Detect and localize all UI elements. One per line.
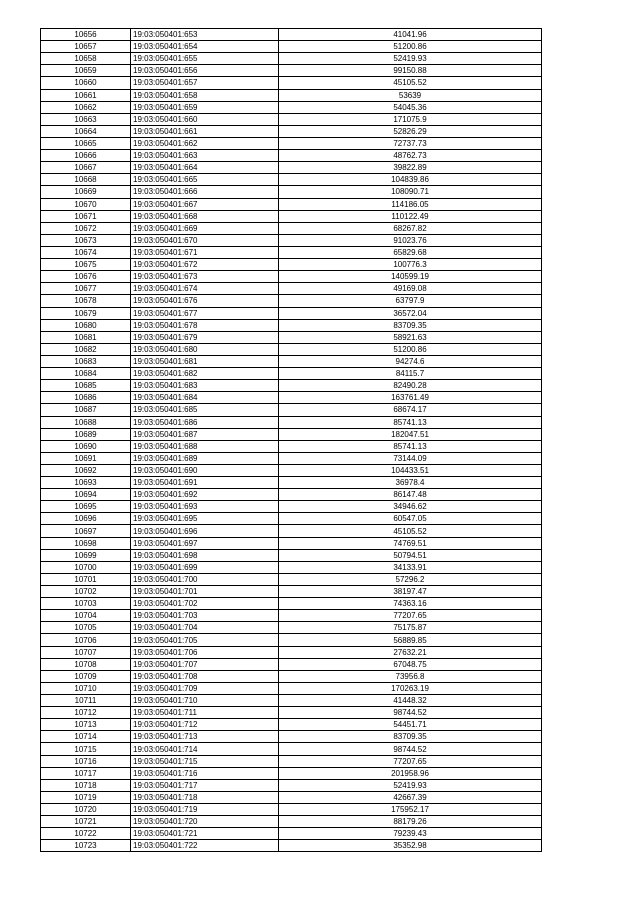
value-cell: 60547.05 [279, 513, 542, 525]
value-cell: 94274.6 [279, 355, 542, 367]
cadastral-number-cell: 19:03:050401:708 [131, 670, 279, 682]
row-number-cell: 10679 [41, 307, 131, 319]
row-number-cell: 10722 [41, 828, 131, 840]
row-number-cell: 10721 [41, 816, 131, 828]
table-row [41, 404, 542, 416]
cadastral-number-cell: 19:03:050401:703 [131, 610, 279, 622]
cadastral-number-cell: 19:03:050401:684 [131, 392, 279, 404]
cadastral-number-cell: 19:03:050401:715 [131, 755, 279, 767]
table-row [41, 295, 542, 307]
cadastral-number-cell: 19:03:050401:665 [131, 174, 279, 186]
row-number-cell: 10657 [41, 41, 131, 53]
cadastral-number-cell: 19:03:050401:719 [131, 804, 279, 816]
value-cell: 63797.9 [279, 295, 542, 307]
row-number-cell: 10682 [41, 343, 131, 355]
cadastral-number-cell: 19:03:050401:704 [131, 622, 279, 634]
row-number-cell: 10672 [41, 222, 131, 234]
table-row [41, 682, 542, 694]
row-number-cell: 10669 [41, 186, 131, 198]
cadastral-number-cell: 19:03:050401:689 [131, 452, 279, 464]
table-row [41, 428, 542, 440]
value-cell: 45105.52 [279, 525, 542, 537]
parcel-value-table [40, 28, 542, 852]
row-number-cell: 10719 [41, 791, 131, 803]
table-row [41, 368, 542, 380]
table-row [41, 755, 542, 767]
row-number-cell: 10686 [41, 392, 131, 404]
table-row [41, 791, 542, 803]
cadastral-number-cell: 19:03:050401:711 [131, 707, 279, 719]
row-number-cell: 10706 [41, 634, 131, 646]
table-row [41, 416, 542, 428]
cadastral-number-cell: 19:03:050401:722 [131, 840, 279, 852]
table-row [41, 234, 542, 246]
row-number-cell: 10709 [41, 670, 131, 682]
row-number-cell: 10699 [41, 549, 131, 561]
row-number-cell: 10676 [41, 271, 131, 283]
table-row [41, 731, 542, 743]
cadastral-number-cell: 19:03:050401:713 [131, 731, 279, 743]
row-number-cell: 10711 [41, 695, 131, 707]
value-cell: 73956.8 [279, 670, 542, 682]
row-number-cell: 10695 [41, 501, 131, 513]
cadastral-number-cell: 19:03:050401:702 [131, 598, 279, 610]
row-number-cell: 10723 [41, 840, 131, 852]
value-cell: 86147.48 [279, 489, 542, 501]
row-number-cell: 10689 [41, 428, 131, 440]
cadastral-number-cell: 19:03:050401:679 [131, 331, 279, 343]
row-number-cell: 10704 [41, 610, 131, 622]
row-number-cell: 10710 [41, 682, 131, 694]
value-cell: 51200.86 [279, 343, 542, 355]
row-number-cell: 10696 [41, 513, 131, 525]
table-row [41, 549, 542, 561]
row-number-cell: 10705 [41, 622, 131, 634]
table-row [41, 355, 542, 367]
row-number-cell: 10688 [41, 416, 131, 428]
value-cell: 110122.49 [279, 210, 542, 222]
row-number-cell: 10668 [41, 174, 131, 186]
table-row [41, 101, 542, 113]
value-cell: 34946.62 [279, 501, 542, 513]
row-number-cell: 10661 [41, 89, 131, 101]
cadastral-number-cell: 19:03:050401:697 [131, 537, 279, 549]
table-row [41, 113, 542, 125]
row-number-cell: 10703 [41, 598, 131, 610]
cadastral-number-cell: 19:03:050401:690 [131, 464, 279, 476]
row-number-cell: 10666 [41, 150, 131, 162]
row-number-cell: 10718 [41, 779, 131, 791]
row-number-cell: 10663 [41, 113, 131, 125]
row-number-cell: 10662 [41, 101, 131, 113]
cadastral-number-cell: 19:03:050401:709 [131, 682, 279, 694]
value-cell: 68674.17 [279, 404, 542, 416]
table-row [41, 150, 542, 162]
cadastral-number-cell: 19:03:050401:655 [131, 53, 279, 65]
row-number-cell: 10680 [41, 319, 131, 331]
row-number-cell: 10713 [41, 719, 131, 731]
row-number-cell: 10660 [41, 77, 131, 89]
value-cell: 104433.51 [279, 464, 542, 476]
value-cell: 77207.65 [279, 755, 542, 767]
row-number-cell: 10683 [41, 355, 131, 367]
cadastral-number-cell: 19:03:050401:706 [131, 646, 279, 658]
cadastral-number-cell: 19:03:050401:710 [131, 695, 279, 707]
value-cell: 79239.43 [279, 828, 542, 840]
cadastral-number-cell: 19:03:050401:672 [131, 259, 279, 271]
cadastral-number-cell: 19:03:050401:701 [131, 586, 279, 598]
value-cell: 39822.89 [279, 162, 542, 174]
table-row [41, 840, 542, 852]
table-row [41, 477, 542, 489]
value-cell: 77207.65 [279, 610, 542, 622]
cadastral-number-cell: 19:03:050401:668 [131, 210, 279, 222]
value-cell: 91023.76 [279, 234, 542, 246]
table-row [41, 319, 542, 331]
cadastral-number-cell: 19:03:050401:653 [131, 29, 279, 41]
value-cell: 54045.36 [279, 101, 542, 113]
value-cell: 48762.73 [279, 150, 542, 162]
value-cell: 49169.08 [279, 283, 542, 295]
table-row [41, 222, 542, 234]
value-cell: 170263.19 [279, 682, 542, 694]
value-cell: 36978.4 [279, 477, 542, 489]
table-row [41, 634, 542, 646]
row-number-cell: 10671 [41, 210, 131, 222]
row-number-cell: 10670 [41, 198, 131, 210]
value-cell: 52419.93 [279, 779, 542, 791]
cadastral-number-cell: 19:03:050401:712 [131, 719, 279, 731]
value-cell: 140599.19 [279, 271, 542, 283]
cadastral-number-cell: 19:03:050401:696 [131, 525, 279, 537]
value-cell: 182047.51 [279, 428, 542, 440]
row-number-cell: 10664 [41, 125, 131, 137]
value-cell: 38197.47 [279, 586, 542, 598]
cadastral-number-cell: 19:03:050401:717 [131, 779, 279, 791]
value-cell: 65829.68 [279, 246, 542, 258]
value-cell: 84115.7 [279, 368, 542, 380]
cadastral-number-cell: 19:03:050401:659 [131, 101, 279, 113]
table-row [41, 259, 542, 271]
table-body [41, 29, 542, 852]
table-row [41, 392, 542, 404]
cadastral-number-cell: 19:03:050401:660 [131, 113, 279, 125]
table-row [41, 137, 542, 149]
table-row [41, 246, 542, 258]
cadastral-number-cell: 19:03:050401:705 [131, 634, 279, 646]
table-row [41, 573, 542, 585]
cadastral-number-cell: 19:03:050401:686 [131, 416, 279, 428]
value-cell: 104839.86 [279, 174, 542, 186]
row-number-cell: 10712 [41, 707, 131, 719]
value-cell: 163761.49 [279, 392, 542, 404]
cadastral-number-cell: 19:03:050401:695 [131, 513, 279, 525]
table-row [41, 525, 542, 537]
value-cell: 56889.85 [279, 634, 542, 646]
cadastral-number-cell: 19:03:050401:716 [131, 767, 279, 779]
value-cell: 57296.2 [279, 573, 542, 585]
row-number-cell: 10687 [41, 404, 131, 416]
table-row [41, 828, 542, 840]
table-row [41, 125, 542, 137]
value-cell: 82490.28 [279, 380, 542, 392]
table-row [41, 174, 542, 186]
row-number-cell: 10717 [41, 767, 131, 779]
table-row [41, 307, 542, 319]
cadastral-number-cell: 19:03:050401:700 [131, 573, 279, 585]
value-cell: 41041.96 [279, 29, 542, 41]
value-cell: 85741.13 [279, 416, 542, 428]
row-number-cell: 10720 [41, 804, 131, 816]
row-number-cell: 10690 [41, 440, 131, 452]
table-row [41, 537, 542, 549]
value-cell: 53639 [279, 89, 542, 101]
value-cell: 67048.75 [279, 658, 542, 670]
table-row [41, 489, 542, 501]
cadastral-number-cell: 19:03:050401:676 [131, 295, 279, 307]
row-number-cell: 10656 [41, 29, 131, 41]
cadastral-number-cell: 19:03:050401:720 [131, 816, 279, 828]
value-cell: 99150.88 [279, 65, 542, 77]
table-row [41, 610, 542, 622]
cadastral-number-cell: 19:03:050401:687 [131, 428, 279, 440]
row-number-cell: 10674 [41, 246, 131, 258]
cadastral-number-cell: 19:03:050401:670 [131, 234, 279, 246]
table-row [41, 513, 542, 525]
value-cell: 68267.82 [279, 222, 542, 234]
table-row [41, 53, 542, 65]
row-number-cell: 10697 [41, 525, 131, 537]
cadastral-number-cell: 19:03:050401:654 [131, 41, 279, 53]
row-number-cell: 10673 [41, 234, 131, 246]
table-row [41, 210, 542, 222]
value-cell: 75175.87 [279, 622, 542, 634]
table-row [41, 464, 542, 476]
cadastral-number-cell: 19:03:050401:673 [131, 271, 279, 283]
row-number-cell: 10716 [41, 755, 131, 767]
cadastral-number-cell: 19:03:050401:682 [131, 368, 279, 380]
table-row [41, 816, 542, 828]
table-row [41, 283, 542, 295]
table-row [41, 271, 542, 283]
table-row [41, 743, 542, 755]
row-number-cell: 10665 [41, 137, 131, 149]
table-row [41, 586, 542, 598]
value-cell: 42667.39 [279, 791, 542, 803]
value-cell: 58921.63 [279, 331, 542, 343]
table-row [41, 65, 542, 77]
row-number-cell: 10684 [41, 368, 131, 380]
cadastral-number-cell: 19:03:050401:718 [131, 791, 279, 803]
cadastral-number-cell: 19:03:050401:721 [131, 828, 279, 840]
cadastral-number-cell: 19:03:050401:698 [131, 549, 279, 561]
table-row [41, 186, 542, 198]
table-row [41, 767, 542, 779]
table-row [41, 804, 542, 816]
table-row [41, 29, 542, 41]
value-cell: 50794.51 [279, 549, 542, 561]
value-cell: 98744.52 [279, 743, 542, 755]
row-number-cell: 10675 [41, 259, 131, 271]
table-row [41, 501, 542, 513]
value-cell: 108090.71 [279, 186, 542, 198]
row-number-cell: 10678 [41, 295, 131, 307]
row-number-cell: 10714 [41, 731, 131, 743]
cadastral-number-cell: 19:03:050401:662 [131, 137, 279, 149]
table-row [41, 707, 542, 719]
table-row [41, 41, 542, 53]
value-cell: 51200.86 [279, 41, 542, 53]
value-cell: 54451.71 [279, 719, 542, 731]
value-cell: 52419.93 [279, 53, 542, 65]
value-cell: 36572.04 [279, 307, 542, 319]
row-number-cell: 10677 [41, 283, 131, 295]
cadastral-number-cell: 19:03:050401:677 [131, 307, 279, 319]
cadastral-number-cell: 19:03:050401:669 [131, 222, 279, 234]
table-row [41, 561, 542, 573]
table-row [41, 719, 542, 731]
table-row [41, 440, 542, 452]
table-row [41, 162, 542, 174]
row-number-cell: 10715 [41, 743, 131, 755]
cadastral-number-cell: 19:03:050401:699 [131, 561, 279, 573]
cadastral-number-cell: 19:03:050401:674 [131, 283, 279, 295]
cadastral-number-cell: 19:03:050401:714 [131, 743, 279, 755]
cadastral-number-cell: 19:03:050401:680 [131, 343, 279, 355]
value-cell: 85741.13 [279, 440, 542, 452]
value-cell: 35352.98 [279, 840, 542, 852]
cadastral-number-cell: 19:03:050401:671 [131, 246, 279, 258]
cadastral-number-cell: 19:03:050401:692 [131, 489, 279, 501]
row-number-cell: 10698 [41, 537, 131, 549]
table-row [41, 452, 542, 464]
value-cell: 72737.73 [279, 137, 542, 149]
table-row [41, 343, 542, 355]
value-cell: 41448.32 [279, 695, 542, 707]
row-number-cell: 10693 [41, 477, 131, 489]
value-cell: 34133.91 [279, 561, 542, 573]
cadastral-number-cell: 19:03:050401:663 [131, 150, 279, 162]
cadastral-number-cell: 19:03:050401:685 [131, 404, 279, 416]
value-cell: 100776.3 [279, 259, 542, 271]
row-number-cell: 10685 [41, 380, 131, 392]
value-cell: 83709.35 [279, 319, 542, 331]
row-number-cell: 10702 [41, 586, 131, 598]
row-number-cell: 10667 [41, 162, 131, 174]
row-number-cell: 10701 [41, 573, 131, 585]
value-cell: 201958.96 [279, 767, 542, 779]
cadastral-number-cell: 19:03:050401:658 [131, 89, 279, 101]
table-row [41, 198, 542, 210]
value-cell: 27632.21 [279, 646, 542, 658]
value-cell: 83709.35 [279, 731, 542, 743]
value-cell: 114186.05 [279, 198, 542, 210]
cadastral-number-cell: 19:03:050401:678 [131, 319, 279, 331]
table-row [41, 77, 542, 89]
row-number-cell: 10681 [41, 331, 131, 343]
cadastral-number-cell: 19:03:050401:666 [131, 186, 279, 198]
table-row [41, 89, 542, 101]
table-row [41, 380, 542, 392]
row-number-cell: 10707 [41, 646, 131, 658]
value-cell: 74769.51 [279, 537, 542, 549]
cadastral-number-cell: 19:03:050401:681 [131, 355, 279, 367]
value-cell: 52826.29 [279, 125, 542, 137]
cadastral-number-cell: 19:03:050401:707 [131, 658, 279, 670]
table-row [41, 622, 542, 634]
cadastral-number-cell: 19:03:050401:688 [131, 440, 279, 452]
table-row [41, 670, 542, 682]
table-row [41, 695, 542, 707]
row-number-cell: 10659 [41, 65, 131, 77]
table-row [41, 646, 542, 658]
row-number-cell: 10691 [41, 452, 131, 464]
table-row [41, 331, 542, 343]
value-cell: 171075.9 [279, 113, 542, 125]
cadastral-number-cell: 19:03:050401:656 [131, 65, 279, 77]
row-number-cell: 10692 [41, 464, 131, 476]
table-row [41, 779, 542, 791]
cadastral-number-cell: 19:03:050401:683 [131, 380, 279, 392]
value-cell: 98744.52 [279, 707, 542, 719]
value-cell: 175952.17 [279, 804, 542, 816]
value-cell: 45105.52 [279, 77, 542, 89]
row-number-cell: 10700 [41, 561, 131, 573]
cadastral-number-cell: 19:03:050401:657 [131, 77, 279, 89]
row-number-cell: 10708 [41, 658, 131, 670]
value-cell: 74363.16 [279, 598, 542, 610]
table-row [41, 598, 542, 610]
value-cell: 73144.09 [279, 452, 542, 464]
cadastral-number-cell: 19:03:050401:661 [131, 125, 279, 137]
cadastral-number-cell: 19:03:050401:691 [131, 477, 279, 489]
row-number-cell: 10694 [41, 489, 131, 501]
value-cell: 88179.26 [279, 816, 542, 828]
row-number-cell: 10658 [41, 53, 131, 65]
table-row [41, 658, 542, 670]
cadastral-number-cell: 19:03:050401:693 [131, 501, 279, 513]
cadastral-number-cell: 19:03:050401:667 [131, 198, 279, 210]
cadastral-number-cell: 19:03:050401:664 [131, 162, 279, 174]
